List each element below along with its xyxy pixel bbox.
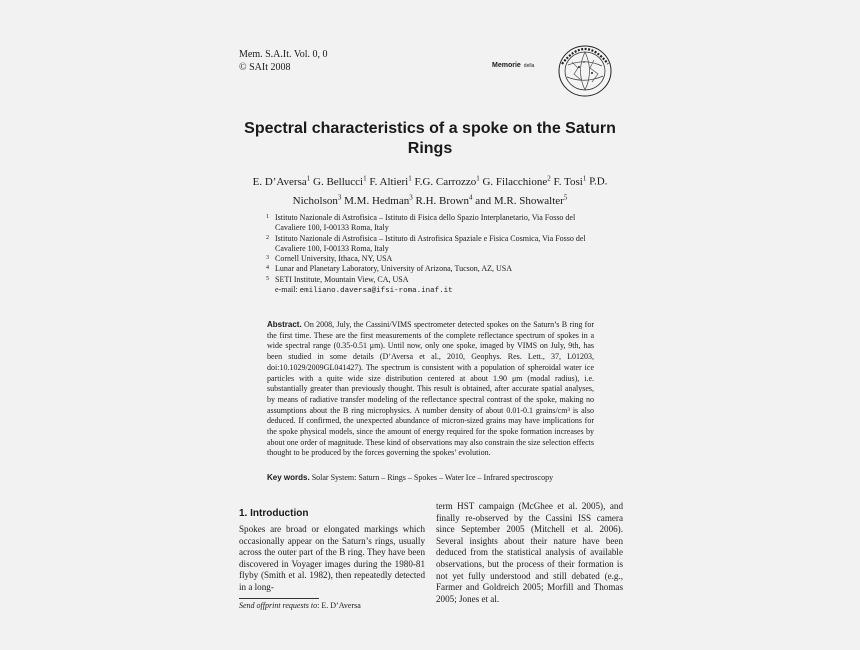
author: F. Altieri$^1$	[369, 174, 412, 188]
author: and M.R. Showalter$^5$	[475, 193, 568, 208]
author: F. Tosi$^1$	[553, 174, 587, 188]
paper-title: Spectral characteristics of a spoke on the Saturn Rings	[244, 120, 616, 157]
journal-line: Mem. S.A.It. Vol. 0, 0	[239, 49, 328, 60]
copyright-line: © SAIt 2008	[239, 62, 291, 73]
author: E. D’Aversa$^1$	[252, 174, 311, 188]
email-link[interactable]: emiliano.daversa@ifsi-roma.inaf.it	[299, 287, 453, 296]
memorie-word: Memorie	[492, 62, 521, 69]
author: Nicholson$^3$	[292, 193, 342, 208]
journal-header	[239, 48, 328, 74]
sait-logo	[554, 40, 616, 100]
abstract-text: On 2008, July, the Cassini/VIMS spectrometer detected spokes on the Saturn’s B ring for the first time. These are the first measurements of the complete reflectance spectrum of spokes in a wide spectral range (0.35-0.51 μm). Until now, only one spoke, imaged by VIMS on July, 9th, has been studied in some details (D’Aversa et al., 2010, Geophys. Res. Lett., 37, L01203, doi:10.1029/2009GL041427). The spectrum is consistent with a population of spheroidal water ice particles with a quite wide size distribution centered at about 1.90 μm (modal radius), i.e. substantially greater than previously thought. This result is obtained, after accurate spatial analyses, by means of radiative transfer modeling of the reflectance spectral contrast of the spoke, making no assumptions about the B ring microphysics. A number density of about 0.01-0.1 grains/cm³ is also deduced. If confirmed, the unexpected abundance of micron-sized grains may have implications for the spoke physical models, since the amount of energy required for the spoke formation increases by about one order of magnitude. These kind of observations may also constrain the size selection effects thought to be produced by the forces governing the spokes’ evolution.	[267, 320, 595, 458]
author: G. Filacchione$^2$	[482, 174, 551, 188]
footnote-divider	[239, 598, 319, 599]
keywords-text: Solar System: Saturn – Rings – Spokes – Water Ice – Infrared spectroscopy	[311, 473, 554, 482]
memorie-suffix: della	[523, 63, 535, 69]
body-column-right: term HST campaign (McGhee et al. 2005), and finally re-observed by the Cassini ISS camera since September 2005 (Mitchell et al. 2006). Several insights about their nature have been deduced from the statistical analysis of available observations, but the process of their formation is not yet fully understood and still debated (e.g., Farmer and Goldreich 2005; Morfill and Thomas 2005; Jones et al.	[436, 501, 623, 604]
affiliation-item: 1 Istituto Nazionale di Astrofisica – Istituto di Fisica dello Spazio Interplanetario, Via Fosso del Cavaliere 100, I-00133 Roma, Italy	[266, 213, 576, 233]
affiliation-item: 4 Lunar and Planetary Laboratory, University of Arizona, Tucson, AZ, USA	[266, 264, 512, 274]
affiliation-item: 2 Istituto Nazionale di Astrofisica – Istituto di Astrofisica Spaziale e Fisica Cosmica, Via Fosso del Cavaliere 100, I-00133 Roma, Italy	[266, 233, 586, 253]
affiliation-item: 3 Cornell University, Ithaca, NY, USA	[266, 254, 393, 264]
email-line: e-mail: emiliano.daversa@ifsi-roma.inaf.it	[275, 285, 453, 296]
body-column-left: Spokes are broad or elongated markings which occasionally appear on the Saturn’s rings, usually across the outer part of the B ring. They have been discovered in Voyager images during the 1980-81 flyby (Smith et al. 1982), then repeatedly detected in a long-	[239, 524, 425, 592]
footnote-name: : E. D’Aversa	[317, 601, 361, 610]
author: P.D.	[589, 175, 608, 188]
affiliation-item: 5 SETI Institute, Mountain View, CA, USA	[266, 274, 409, 284]
keywords-label: Key words.	[267, 473, 310, 482]
affiliations	[266, 213, 596, 296]
keywords	[267, 473, 597, 483]
section-heading: 1. Introduction	[239, 508, 309, 519]
memorie-label	[492, 62, 534, 69]
authors	[238, 170, 622, 209]
authors-line-1	[238, 170, 622, 190]
footnote	[239, 601, 361, 610]
footnote-label: Send offprint requests to	[239, 601, 318, 610]
globe-logo-icon	[554, 40, 616, 100]
authors-line-2	[238, 190, 622, 210]
abstract	[267, 320, 594, 459]
author: G. Bellucci$^1$	[313, 174, 367, 188]
author: M.M. Hedman$^3$	[344, 193, 413, 208]
author: F.G. Carrozzo$^1$	[414, 174, 480, 188]
author: R.H. Brown$^4$	[415, 193, 473, 208]
abstract-label: Abstract.	[267, 320, 302, 329]
